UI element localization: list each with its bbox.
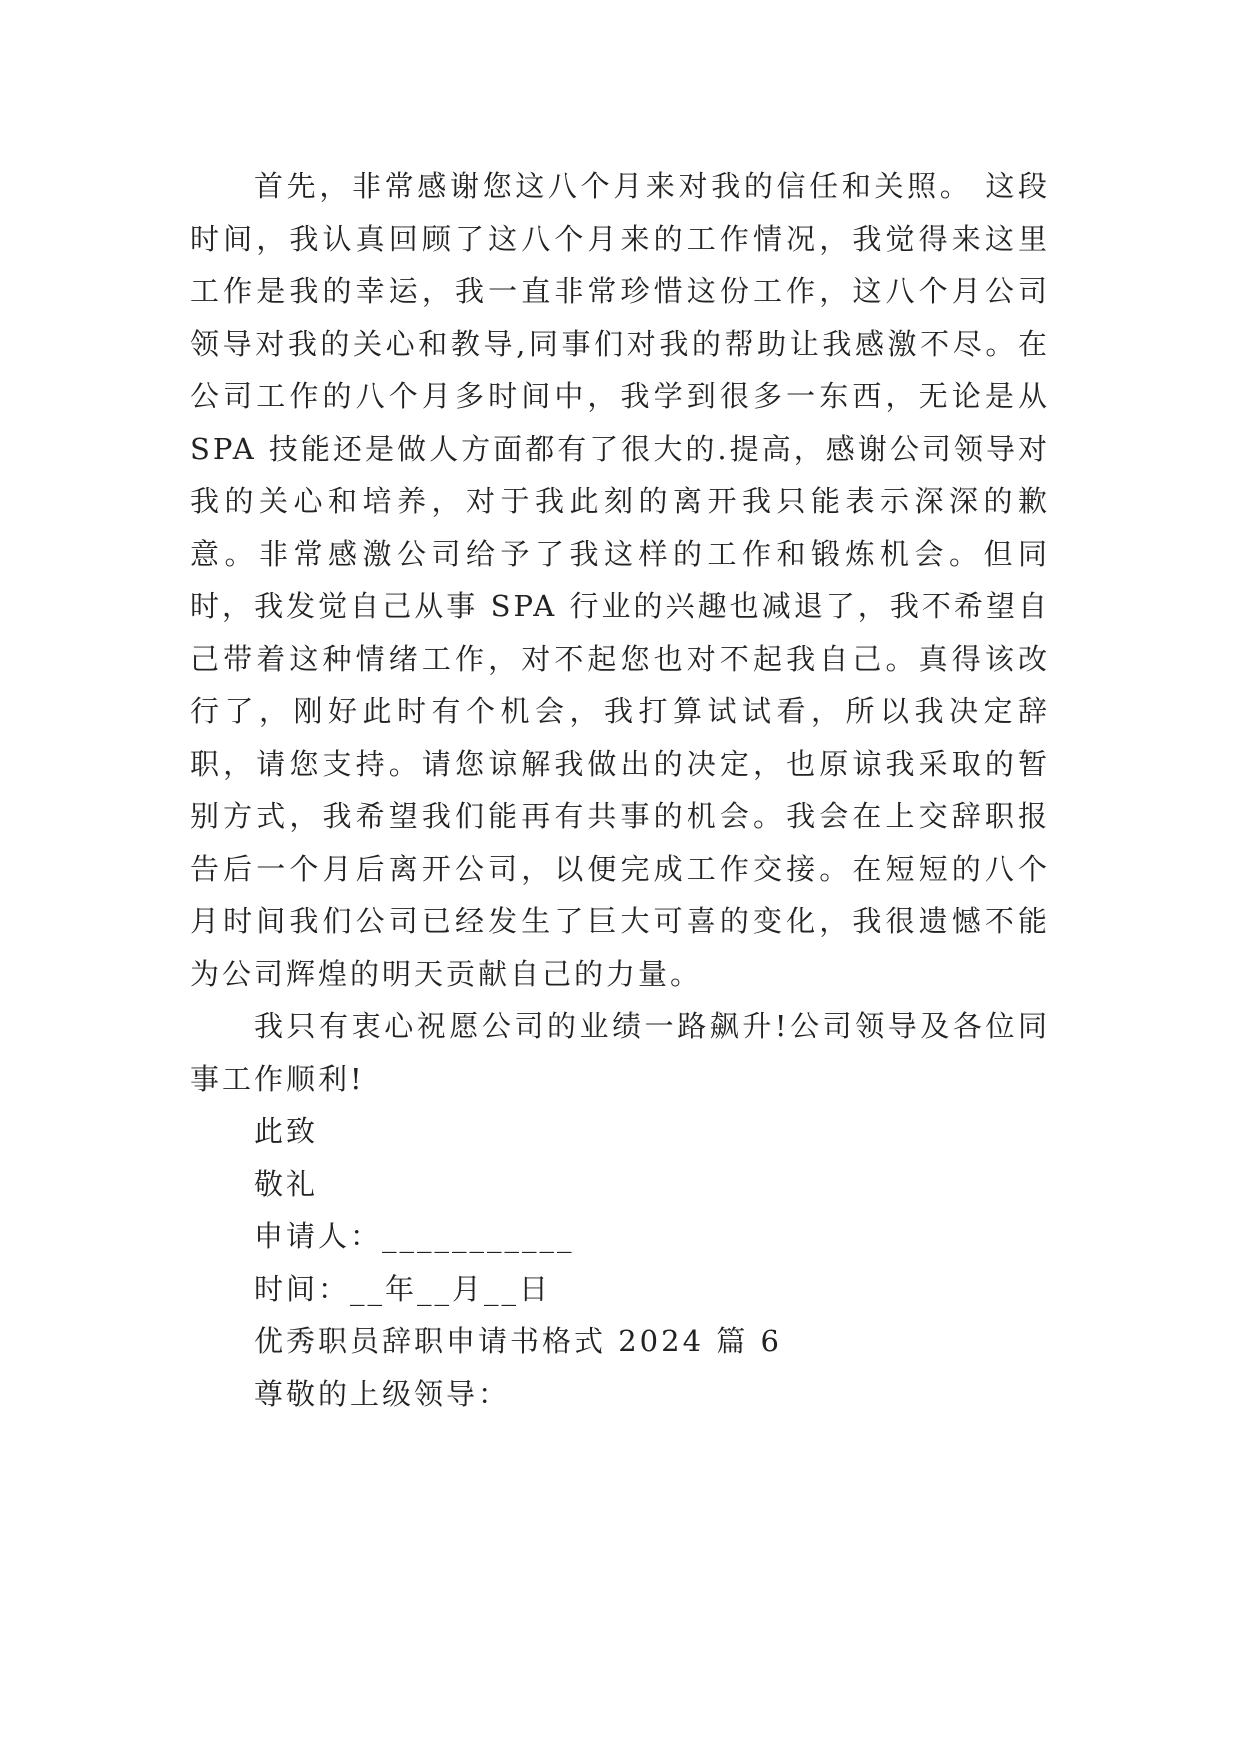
closing-jingli: 敬礼 [254, 1166, 319, 1201]
salutation: 尊敬的上级领导： [254, 1376, 511, 1411]
applicant-line: 申请人：___________ [254, 1219, 575, 1253]
closing-cizhi: 此致 [254, 1114, 319, 1148]
section-title: 优秀职员辞职申请书格式 2024 篇 6 [254, 1324, 782, 1358]
date-line: 时间：__年__月__日 [254, 1271, 552, 1306]
document-body [190, 160, 1050, 1420]
body-paragraph-gratitude: 首先，非常感谢您这八个月来对我的信任和关照。 这段时间，我认真回顾了这八个月来的工作情况，我觉得来这里工作是我的幸运，我一直非常珍惜这份工作，这八个月公司领导对我的关心和教导,同事们对我的帮助让我感激不尽。在公司工作的八个月多时间中，我学到很多一东西，无论是从 SPA 技能还是做人方面都有了很大的.提高，感谢公司领导对我的关心和培养，对于我此刻的离开我只能表示深深的歉意。非常感激公司给予了我这样的工作和锻炼机会。但同时，我发觉自己从事 SPA 行业的兴趣也减退了，我不希望自己带着这种情绪工作，对不起您也对不起我自己。真得该改行了，刚好此时有个机会，我打算试试看，所以我决定辞职，请您支持。请您谅解我做出的决定，也原谅我采取的暂别方式，我希望我们能再有共事的机会。我会在上交辞职报告后一个月后离开公司，以便完成工作交接。在短短的八个月时间我们公司已经发生了巨大可喜的变化，我很遗憾不能为公司辉煌的明天贡献自己的力量。 [190, 169, 1050, 991]
body-paragraph-wishes: 我只有衷心祝愿公司的业绩一路飙升!公司领导及各位同事工作顺利! [190, 1009, 1050, 1096]
